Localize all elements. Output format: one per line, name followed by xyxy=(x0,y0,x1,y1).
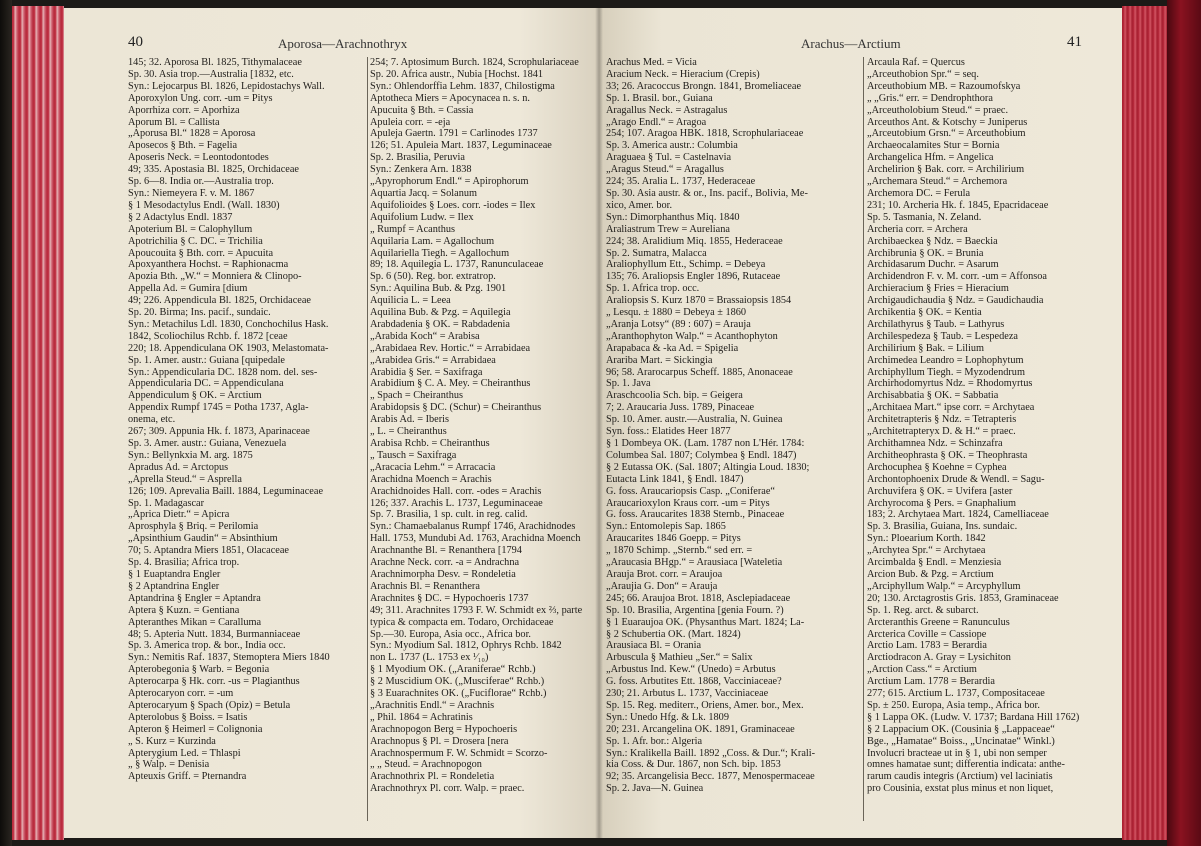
entry-line: pro Cousinia, exstat plus minus et non liquet, xyxy=(867,783,1054,795)
entry-line: Archuvifera § OK. = Uvifera [aster xyxy=(867,485,1013,497)
entry-line: Sp. 15. Reg. mediterr., Oriens, Amer. bor., Mex. xyxy=(606,699,804,711)
entry-line: Sp. 1. Brasil. bor., Guiana xyxy=(606,92,713,104)
entry-line: Sp. 3. America austr.: Columbia xyxy=(606,140,738,152)
column-rule xyxy=(367,57,368,821)
entry-line: Sp. 3. Amer. austr.: Guiana, Venezuela xyxy=(128,438,287,449)
entry-line: Archocuphea § Koehne = Cyphea xyxy=(867,461,1007,473)
entry-line: Apterocaryum § Spach (Opiz) = Betula xyxy=(128,699,291,711)
entry-line: Syn.: Unedo Hfg. & Lk. 1809 xyxy=(606,711,729,723)
entry-line: Aquilicia L. = Leea xyxy=(370,295,451,307)
entry-line: Aprosphyla § Briq. = Perilomia xyxy=(128,521,259,533)
entry-line: Arceuthobium MB. = Razoumofskya xyxy=(867,80,1021,92)
entry-line: Aquartia Jacq. = Solanum xyxy=(370,187,478,199)
entry-line: 135; 76. Araliopsis Engler 1896, Rutaceae xyxy=(606,271,781,283)
entry-line: Bge., „Hamatae“ Boiss., „Uncinatae“ Winkl.) xyxy=(867,735,1055,747)
entry-line: Syn.: Entomolepis Sap. 1865 xyxy=(606,521,726,533)
entry-line: Arariba Mart. = Sickingia xyxy=(606,354,713,366)
entry-line: Archibrunia § OK. = Brunia xyxy=(867,247,984,259)
entry-line: „ 1870 Schimp. „Sternb.“ sed err. = xyxy=(606,545,753,557)
entry-line: § 1 Euaraujoa OK. (Physanthus Mart. 1824; La- xyxy=(606,616,805,628)
entry-line: Arachnothrix Pl. = Rondeletia xyxy=(370,771,495,783)
entry-line: 20; 231. Arcangelina OK. 1891, Graminaceae xyxy=(606,723,795,735)
entry-line: Araliophyllum Ett., Schimp. = Debeya xyxy=(606,259,766,271)
entry-line: 126; 109. Aprevalia Baill. 1884, Leguminaceae xyxy=(128,485,324,497)
entry-line: Arachnis Bl. = Renanthera xyxy=(370,580,480,592)
entry-line: „Araucasia BHgp.“ = Arausiaca [Wateletia xyxy=(606,557,783,569)
entry-line: Apoucouita § Bth. corr. = Apucuita xyxy=(128,247,274,259)
entry-line: „ Lesqu. ± 1880 = Debeya ± 1860 xyxy=(606,307,747,319)
book-gutter xyxy=(595,8,603,838)
entry-line: 7; 2. Araucaria Juss. 1789, Pinaceae xyxy=(606,402,755,414)
entry-line: Aptotheca Miers = Apocynacea n. s. n. xyxy=(370,92,530,104)
entry-line: Sp. 20. Africa austr., Nubia [Hochst. 1841 xyxy=(370,68,544,80)
entry-line: „ Rumpf = Acanthus xyxy=(370,223,456,235)
entry-line: 254; 7. Aptosimum Burch. 1824, Scrophulariaceae xyxy=(370,57,579,68)
entry-line: „ Phil. 1864 = Achratinis xyxy=(370,711,473,723)
entry-line: „ Spach = Cheiranthus xyxy=(370,390,464,402)
entry-line: „ L. = Cheiranthus xyxy=(370,426,447,438)
entry-line: Archilirium § Bak. = Lilium xyxy=(867,342,985,354)
entry-line: Apoterium Bl. = Calophyllum xyxy=(128,223,253,235)
entry-line: Sp. 20. Birma; Ins. pacif., sundaic. xyxy=(128,307,271,319)
entry-line: „Arciphyllum Walp.“ = Arcyphyllum xyxy=(867,580,1021,592)
entry-line: Arceuthos Ant. & Kotschy = Juniperus xyxy=(867,116,1028,128)
entry-line: 96; 58. Ararocarpus Scheff. 1885, Anonaceae xyxy=(606,366,793,378)
entry-line: Appella Ad. = Gumira [dium xyxy=(128,283,248,295)
entry-line: Araucarioxylon Kraus corr. -um = Pitys xyxy=(606,497,770,509)
entry-line: Aragallus Neck. = Astragalus xyxy=(606,104,728,116)
entry-line: Appendicularia DC. = Appendiculana xyxy=(128,378,284,390)
entry-line: „ S. Kurz = Kurzinda xyxy=(128,735,216,747)
entry-line: Syn.: Aquilina Bub. & Pzg. 1901 xyxy=(370,283,507,295)
entry-line: Arabidium § C. A. Mey. = Cheiranthus xyxy=(370,378,531,390)
entry-line: 70; 5. Aptandra Miers 1851, Olacaceae xyxy=(128,545,289,557)
entry-line: typica & compacta em. Todaro, Orchidaceae xyxy=(370,616,554,628)
entry-line: Sp. 4. Brasilia; Africa trop. xyxy=(128,557,240,569)
entry-line: kia Coss. & Dur. 1867, non Sch. bip. 1853 xyxy=(606,759,781,771)
entry-line: § 1 Lappa OK. (Ludw. V. 1737; Bardana Hill 1762) xyxy=(867,711,1080,723)
entry-line: Archirhodomyrtus Ndz. = Rhodomyrtus xyxy=(867,378,1033,390)
entry-line: Archidendron F. v. M. corr. -um = Affonsoa xyxy=(867,271,1048,283)
entry-line: Arcimbalda § Endl. = Menziesia xyxy=(867,557,1002,569)
entry-line: Arachus Med. = Vicia xyxy=(606,57,697,68)
entry-line: non L. 1737 (L. 1753 ex ¹⁄₁₀) xyxy=(370,652,489,664)
entry-line: Sp. 5. Tasmania, N. Zeland. xyxy=(867,211,982,223)
entry-line: Aquifolioides § Loes. corr. -iodes = Ilex xyxy=(370,199,536,211)
entry-line: Syn.: Kralikella Baill. 1892 „Coss. & Dur.“; Krali- xyxy=(606,747,816,759)
entry-line: Apterocarpa § Hk. corr. -us = Plagianthus xyxy=(128,676,300,688)
entry-line: Sp. 6—8. India or.—Australia trop. xyxy=(128,176,274,188)
entry-line: 220; 18. Appendiculana OK 1903, Melastomata- xyxy=(128,342,329,354)
entry-line: Sp. 1. Reg. arct. & subarct. xyxy=(867,604,979,616)
entry-line: Apterygium Led. = Thlaspi xyxy=(128,747,241,759)
entry-line: Apuleja Gaertn. 1791 = Carlinodes 1737 xyxy=(370,128,538,140)
entry-line: Eutacta Link 1841, § Endl. 1847) xyxy=(606,473,744,485)
entry-line: „Architaea Mart.“ ipse corr. = Archytaea xyxy=(867,402,1035,414)
entry-line: Aptandrina § Engler = Aptandra xyxy=(128,592,261,604)
entry-line: Sp. ± 250. Europa, Asia temp., Africa bor. xyxy=(867,699,1040,711)
entry-line: 49; 335. Apostasia Bl. 1825, Orchidaceae xyxy=(128,164,300,176)
entry-line: Sp. 3. America trop. & bor., India occ. xyxy=(128,640,286,652)
entry-line: Araliopsis S. Kurz 1870 = Brassaiopsis 1854 xyxy=(606,295,792,307)
entry-line: Appendix Rumpf 1745 = Potha 1737, Agla- xyxy=(128,402,309,414)
entry-line: Arctium Lam. 1778 = Berardia xyxy=(867,676,995,688)
entry-line: 49; 226. Appendicula Bl. 1825, Orchidaceae xyxy=(128,295,312,307)
entry-line: „Aprella Steud.“ = Asprella xyxy=(128,473,242,485)
entry-line: 20; 130. Arctagrostis Gris. 1853, Graminaceae xyxy=(867,592,1059,604)
right-page-edges xyxy=(1122,6,1167,840)
entry-line: 49; 311. Arachnites 1793 F. W. Schmidt ex ⅔, parte xyxy=(370,604,583,616)
entry-line: Sp. 2. Sumatra, Malacca xyxy=(606,247,707,259)
entry-line: „Apsinthium Gaudin“ = Absinthium xyxy=(128,533,278,545)
entry-line: Aquilina Bub. & Pzg. = Aquilegia xyxy=(370,307,511,319)
entry-line: Arachidna Moench = Arachis xyxy=(370,473,492,485)
entry-line: Arachnimorpha Desv. = Rondeletia xyxy=(370,568,516,580)
right-running-head: Arachus—Arctium xyxy=(801,36,901,51)
entry-line: Involucri bracteae ut in § 1, ubi non semper xyxy=(867,747,1047,759)
left-page-number: 40 xyxy=(128,34,143,50)
entry-line: Sp. 1. Amer. austr.: Guiana [quipedale xyxy=(128,354,285,366)
entry-line: Aptera § Kuzn. = Gentiana xyxy=(128,604,240,616)
right-page xyxy=(599,8,1122,838)
left-column-2 xyxy=(370,57,599,795)
entry-line: Archontophoenix Drude & Wendl. = Sagu- xyxy=(867,473,1045,485)
entry-line: Apteuxis Griff. = Pternandra xyxy=(128,771,247,783)
entry-line: Apotrichilia § C. DC. = Trichilia xyxy=(128,235,263,247)
entry-line: 267; 309. Appunia Hk. f. 1873, Aparinaceae xyxy=(128,426,310,438)
entry-line: Arabidopsis § DC. (Schur) = Cheiranthus xyxy=(370,402,542,414)
entry-line: „Aranja Lotsy“ (89 : 607) = Arauja xyxy=(606,318,751,330)
entry-line: „Aracacia Lehm.“ = Arracacia xyxy=(370,461,496,473)
entry-line: 126; 337. Arachis L. 1737, Leguminaceae xyxy=(370,497,543,509)
entry-line: § 2 Eutassa OK. (Sal. 1807; Altingia Loud. 1830; xyxy=(606,461,810,473)
entry-line: „ „Gris.“ err. = Dendrophthora xyxy=(867,92,993,104)
entry-line: Syn.: Dimorphanthus Miq. 1840 xyxy=(606,211,740,223)
entry-line: 224; 35. Aralia L. 1737, Hederaceae xyxy=(606,176,756,188)
entry-line: omnes hamatae sunt; differentia indicata: anthe- xyxy=(867,759,1065,771)
entry-line: „Arbustus Ind. Kew.“ (Unedo) = Arbutus xyxy=(606,664,776,676)
left-running-head: Aporosa—Arachnothryx xyxy=(278,36,408,51)
entry-line: Arachnites § DC. = Hypochoeris 1737 xyxy=(370,592,529,604)
entry-line: „ § Walp. = Denisia xyxy=(128,759,210,771)
entry-line: Archelirion § Bak. corr. = Archilirium xyxy=(867,164,1025,176)
entry-line: „Araujia G. Don“ = Arauja xyxy=(606,580,718,592)
entry-line: Araucarites 1846 Goepp. = Pitys xyxy=(606,533,741,545)
entry-line: Archimedea Leandro = Lophophytum xyxy=(867,354,1024,366)
entry-line: Arachnopogon Berg = Hypochoeris xyxy=(370,723,518,735)
entry-line: „ Tausch = Saxifraga xyxy=(370,449,457,461)
entry-line: Sp. 2. Brasilia, Peruvia xyxy=(370,152,465,164)
entry-line: 89; 18. Aquilegia L. 1737, Ranunculaceae xyxy=(370,259,544,271)
entry-line: Sp. 1. Africa trop. occ. xyxy=(606,283,700,295)
entry-line: „Arago Endl.“ = Aragoa xyxy=(606,116,707,128)
entry-line: Hall. 1753, Mundubi Ad. 1763, Arachidna Moench xyxy=(370,533,581,545)
entry-line: 230; 21. Arbutus L. 1737, Vacciniaceae xyxy=(606,688,769,700)
entry-line: Arachidnoides Hall. corr. -odes = Arachis xyxy=(370,485,542,497)
entry-line: Architheophrasta § OK. = Theophrasta xyxy=(867,449,1028,461)
entry-line: Aquilaria Lam. = Agallochum xyxy=(370,235,495,247)
entry-line: Arachnanthe Bl. = Renanthera [1794 xyxy=(370,545,522,557)
entry-line: „Arceutholobium Steud.“ = praec. xyxy=(867,104,1009,116)
left-page-edges xyxy=(12,6,64,840)
entry-line: Arausiaca Bl. = Orania xyxy=(606,640,702,652)
entry-line: Syn. foss.: Elatides Heer 1877 xyxy=(606,426,731,438)
entry-line: „Architetrapteryx D. & H.“ = praec. xyxy=(867,426,1016,438)
entry-line: Archidasarum Duchr. = Asarum xyxy=(867,259,999,271)
entry-line: Apterocaryon corr. = -um xyxy=(128,688,234,700)
entry-line: Archilathyrus § Taub. = Lathyrus xyxy=(867,318,1005,330)
entry-line: Archilespedeza § Taub. = Lespedeza xyxy=(867,330,1018,342)
entry-line: „Archytea Spr.“ = Archytaea xyxy=(867,545,986,557)
entry-line: Apteron § Heimerl = Colignonia xyxy=(128,723,263,735)
entry-line: Apuleia corr. = -eja xyxy=(370,116,451,128)
entry-line: Syn.: Niemeyera F. v. M. 1867 xyxy=(128,187,255,199)
entry-line: Arcion Bub. & Pzg. = Arctium xyxy=(867,568,994,580)
entry-line: 126; 51. Apuleia Mart. 1837, Leguminaceae xyxy=(370,140,552,152)
entry-line: „Apyrophorum Endl.“ = Apirophorum xyxy=(370,176,529,188)
entry-line: Araschcoolia Sch. bip. = Geigera xyxy=(606,390,743,402)
entry-line: „Aprica Dietr.“ = Apicra xyxy=(128,509,230,521)
entry-line: Aposecos § Bth. = Fagelia xyxy=(128,140,238,152)
entry-line: Sp. 6 (50). Reg. bor. extratrop. xyxy=(370,271,496,283)
entry-line: Apterolobus § Boiss. = Isatis xyxy=(128,711,248,723)
entry-line: Syn.: Nemitis Raf. 1837, Stemoptera Miers 1840 xyxy=(128,652,330,664)
entry-line: Sp. 30. Asia trop.—Australia [1832, etc. xyxy=(128,68,294,80)
entry-line: Aporoxylon Ung. corr. -um = Pitys xyxy=(128,92,273,104)
entry-line: Archisabbatia § OK. = Sabbatia xyxy=(867,390,999,402)
right-column-2 xyxy=(867,57,1103,795)
entry-line: Sp. 7. Brasilia, 1 sp. cult. in reg. calid. xyxy=(370,509,528,521)
entry-line: „Arction Cass.“ = Arctium xyxy=(867,664,977,676)
entry-line: Arabidia § Ser. = Saxifraga xyxy=(370,366,483,378)
entry-line: § 1 Dombeya OK. (Lam. 1787 non L'Hér. 1784: xyxy=(606,438,805,449)
entry-line: „Arabida Koch“ = Arabisa xyxy=(370,330,480,342)
entry-line: 277; 615. Arctium L. 1737, Compositaceae xyxy=(867,688,1045,700)
entry-line: Sp. 30. Asia austr. & or., Ins. pacif., Bolivia, Me- xyxy=(606,187,808,199)
entry-line: Arabisa Rchb. = Cheiranthus xyxy=(370,438,490,449)
entry-line: „Aranthophyton Walp.“ = Acanthophyton xyxy=(606,330,778,342)
entry-line: 224; 38. Aralidium Miq. 1855, Hederaceae xyxy=(606,235,783,247)
entry-line: 1842, Scoliochilus Rchb. f. 1872 [ceae xyxy=(128,330,288,342)
entry-line: Arauja Brot. corr. = Araujoa xyxy=(606,568,723,580)
entry-line: Apucuita § Bth. = Cassia xyxy=(370,104,474,116)
right-cover-edge xyxy=(1167,0,1201,846)
entry-line: 48; 5. Apteria Nutt. 1834, Burmanniaceae xyxy=(128,628,301,640)
entry-line: Apterobegonia § Warb. = Begonia xyxy=(128,664,270,676)
entry-line: Arachnospermum F. W. Schmidt = Scorzo- xyxy=(370,747,548,759)
entry-line: Arcteranthis Greene = Ranunculus xyxy=(867,616,1010,628)
entry-line: § 2 Schubertia OK. (Mart. 1824) xyxy=(606,628,741,640)
entry-line: Sp. 1. Java xyxy=(606,378,651,390)
entry-line: Aquifolium Ludw. = Ilex xyxy=(370,211,474,223)
entry-line: Syn.: Bellynkxia M. arg. 1875 xyxy=(128,449,253,461)
entry-line: Arcterica Coville = Cassiope xyxy=(867,628,987,640)
entry-line: Aporum Bl. = Callista xyxy=(128,116,220,128)
entry-line: „Arceutobium Grsn.“ = Arceuthobium xyxy=(867,128,1026,140)
entry-line: Archaeocalamites Stur = Bornia xyxy=(867,140,1000,152)
entry-line: Syn.: Chamaebalanus Rumpf 1746, Arachidnodes xyxy=(370,521,576,533)
entry-line: Arapabaca & -ka Ad. = Spigelia xyxy=(606,342,739,354)
entry-line: Syn.: Appendicularia DC. 1828 nom. del. ses- xyxy=(128,366,318,378)
entry-line: Archibaeckea § Ndz. = Baeckia xyxy=(867,235,998,247)
entry-line: § 3 Euarachnites OK. („Fuciflorae“ Rchb.) xyxy=(370,688,547,700)
entry-line: 245; 66. Araujoa Brot. 1818, Asclepiadaceae xyxy=(606,592,791,604)
entry-line: Araguaea § Tul. = Castelnavia xyxy=(606,152,732,164)
entry-line: Sp. 10. Amer. austr.—Australia, N. Guinea xyxy=(606,414,783,426)
entry-line: Archithamnea Ndz. = Schinzafra xyxy=(867,438,1003,449)
entry-line: Sp. 1. Madagascar xyxy=(128,497,205,509)
entry-line: Archieracium § Fries = Hieracium xyxy=(867,283,1009,295)
left-column-1 xyxy=(128,57,365,783)
entry-line: Syn.: Zenkera Arn. 1838 xyxy=(370,164,472,176)
entry-line: G. foss. Araucariopsis Casp. „Coniferae“ xyxy=(606,485,775,497)
entry-line: § 2 Aptandrina Engler xyxy=(128,580,220,592)
entry-line: Sp. 3. Brasilia, Guiana, Ins. sundaic. xyxy=(867,521,1018,533)
entry-line: Architetrapteris § Ndz. = Tetrapteris xyxy=(867,414,1017,426)
entry-line: „Archemara Steud.“ = Archemora xyxy=(867,176,1008,188)
entry-line: Archigaudichaudia § Ndz. = Gaudichaudia xyxy=(867,295,1044,307)
entry-line: 183; 2. Archytaea Mart. 1824, Camelliaceae xyxy=(867,509,1049,521)
entry-line: Syn.: Myodium Sal. 1812, Ophrys Rchb. 1842 xyxy=(370,640,562,652)
entry-line: „ „ Steud. = Arachnopogon xyxy=(370,759,482,771)
entry-line: § 1 Myodium OK. („Araniferae“ Rchb.) xyxy=(370,664,536,676)
entry-line: Apradus Ad. = Arctopus xyxy=(128,461,229,473)
entry-line: Sp. 2. Java—N. Guinea xyxy=(606,783,704,795)
entry-line: xico, Amer. bor. xyxy=(606,199,673,211)
entry-line: G. foss. Araucarites 1838 Sternb., Pinaceae xyxy=(606,509,785,521)
entry-line: Arachnothryx Pl. corr. Walp. = praec. xyxy=(370,783,525,795)
entry-line: „Aragus Steud.“ = Aragallus xyxy=(606,164,724,176)
entry-line: Aquilariella Tiegh. = Agallochum xyxy=(370,247,510,259)
entry-line: „Arabidaea Rev. Hortic.“ = Arrabidaea xyxy=(370,342,531,354)
entry-line: Arctio Lam. 1783 = Berardia xyxy=(867,640,987,652)
entry-line: Aporrhiza corr. = Aporhiza xyxy=(128,104,240,116)
entry-line: Syn.: Metachilus Ldl. 1830, Conchochilus Hask. xyxy=(128,318,329,330)
entry-line: 231; 10. Archeria Hk. f. 1845, Epacridaceae xyxy=(867,199,1049,211)
entry-line: G. foss. Arbutites Ett. 1868, Vacciniaceae? xyxy=(606,676,782,688)
entry-line: Syn.: Ohlendorffia Lehm. 1837, Chilostigma xyxy=(370,80,555,92)
entry-line: Archemora DC. = Ferula xyxy=(867,187,971,199)
entry-line: Sp. 1. Afr. bor.: Algeria xyxy=(606,735,703,747)
entry-line: Archyrocoma § Pers. = Gnaphalium xyxy=(867,497,1017,509)
entry-line: Appendiculum § OK. = Arctium xyxy=(128,390,262,402)
left-cover-edge xyxy=(0,0,12,846)
entry-line: Arachne Neck. corr. -a = Andrachna xyxy=(370,557,520,569)
entry-line: § 1 Euaptandra Engler xyxy=(128,568,221,580)
entry-line: 145; 32. Aporosa Bl. 1825, Tithymalaceae xyxy=(128,57,302,68)
entry-line: Arcaula Raf. = Quercus xyxy=(867,57,965,68)
entry-line: Aposeris Neck. = Leontodontodes xyxy=(128,152,269,164)
entry-line: Syn.: Ploearium Korth. 1842 xyxy=(867,533,986,545)
right-page-number: 41 xyxy=(1067,34,1082,50)
entry-line: 254; 107. Aragoa HBK. 1818, Scrophulariaceae xyxy=(606,128,804,140)
entry-line: Sp. 10. Brasilia, Argentina [genia Fourn. ?) xyxy=(606,604,784,616)
entry-line: „Arceuthobion Spr.“ = seq. xyxy=(867,68,979,80)
entry-line: 92; 35. Arcangelisia Becc. 1877, Menospermaceae xyxy=(606,771,815,783)
entry-line: onema, etc. xyxy=(128,414,176,426)
entry-line: Araliastrum Trew = Aureliana xyxy=(606,223,730,235)
entry-line: Arachnopus § Pl. = Drosera [nera xyxy=(370,735,509,747)
entry-line: § 1 Mesodactylus Endl. (Wall. 1830) xyxy=(128,199,280,211)
entry-line: 33; 26. Aracoccus Brongn. 1841, Bromeliaceae xyxy=(606,80,802,92)
entry-line: Syn.: Lejocarpus Bl. 1826, Lepidostachys Wall. xyxy=(128,80,325,92)
entry-line: Apteranthes Mikan = Caralluma xyxy=(128,616,262,628)
entry-line: Apozia Bth. „W.“ = Monniera & Clinopo- xyxy=(128,271,302,283)
entry-line: § 2 Muscidium OK. („Musciferae“ Rchb.) xyxy=(370,676,545,688)
entry-line: Archiphyllum Tiegh. = Myzodendrum xyxy=(867,366,1025,378)
entry-line: „Aporusa Bl.“ 1828 = Aporosa xyxy=(128,128,256,140)
entry-line: Arabdadenia § OK. = Rabdadenia xyxy=(370,318,510,330)
entry-line: § 2 Lappacium OK. (Cousinia § „Lappaceae“ xyxy=(867,723,1055,735)
entry-line: Columbea Sal. 1807; Colymbea § Endl. 1847) xyxy=(606,449,797,461)
entry-line: Aracium Neck. = Hieracium (Crepis) xyxy=(606,68,760,80)
entry-line: „Arachnitis Endl.“ = Arachnis xyxy=(370,699,495,711)
entry-line: Arctiodracon A. Gray = Lysichiton xyxy=(867,652,1011,664)
entry-line: Apoxyanthera Hochst. = Raphionacma xyxy=(128,259,289,271)
entry-line: „Arabidea Gris.“ = Arrabidaea xyxy=(370,354,496,366)
entry-line: Arbuscula § Mathieu „Ser.“ = Salix xyxy=(606,652,753,664)
entry-line: Sp.—30. Europa, Asia occ., Africa bor. xyxy=(370,628,531,640)
left-page xyxy=(64,8,599,838)
right-column-1 xyxy=(606,57,861,795)
entry-line: Archeria corr. = Archera xyxy=(867,223,968,235)
entry-line: Archangelica Hfm. = Angelica xyxy=(867,152,994,164)
entry-line: § 2 Adactylus Endl. 1837 xyxy=(128,211,233,223)
column-rule xyxy=(863,57,864,821)
entry-line: rarum caudis integris (Arctium) vel laciniatis xyxy=(867,771,1053,783)
entry-line: Arabis Ad. = Iberis xyxy=(370,414,450,426)
entry-line: Archikentia § OK. = Kentia xyxy=(867,307,982,319)
